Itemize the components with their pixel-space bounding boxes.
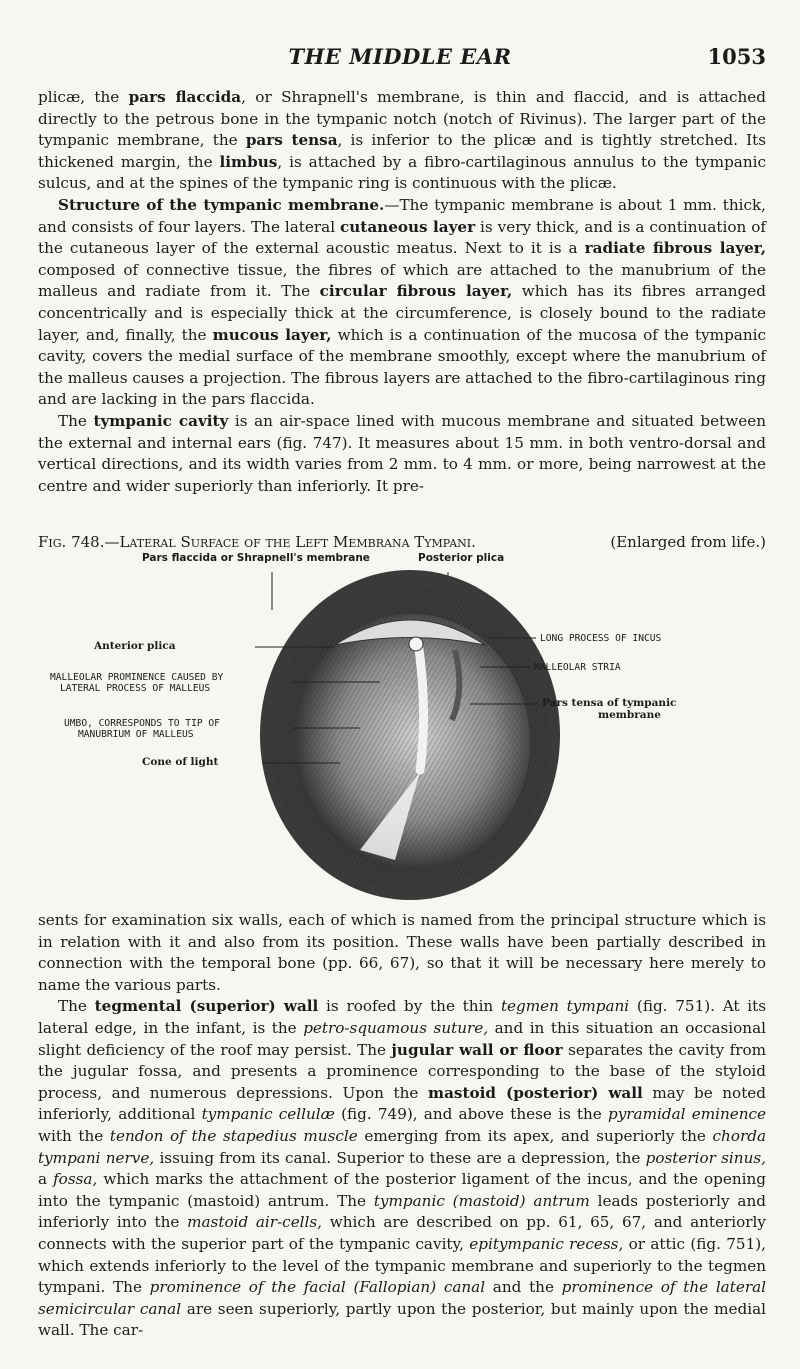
label-pars-tensa: Pars tensa of tympanic [542, 697, 677, 709]
label-malleolar-prominence: MALLEOLAR PROMINENCE CAUSED BY [50, 672, 224, 683]
label-anterior-plica: Anterior plica [94, 640, 176, 652]
page-number: 1053 [707, 44, 766, 69]
paragraph-structure: Structure of the tympanic membrane.—The tympanic membrane is about 1 mm. thick, and consists of four layers. The lateral cutaneous layer is very thick, and is a continuation of the cutaneous layer of the external acoustic meatus. Next to it is a radiate fibrous layer, composed of connective tissue, the fibres of which are attached to the manubrium of the malleus and radiate from it. The circular fibrous layer, which has its fibres arranged concentrically and is especially thick at the circumference, is closely bound to the radiate layer, and, finally, the mucous layer, which is a continuation of the mucosa of the tympanic cavity, covers the medial surface of the membrane smoothly, except where the manubrium of the malleus causes a projection. The fibrous layers are attached to the fibro-cartilaginous ring and are lacking in the pars flaccida. [38, 195, 766, 409]
paragraph-pars-flaccida: plicæ, the pars flaccida, or Shrapnell's membrane, is thin and flaccid, and is attached directly to the petrous bone in the tympanic notch (notch of Rivinus). The larger part of the tympanic membrane, the pars tensa, is inferior to the plicæ and is tightly stretched. Its thickened margin, the limbus, is attached by a fibro-cartilaginous annulus to the tympanic sulcus, and at the spines of the tympanic ring is continuous with the plicæ. [38, 88, 766, 193]
lateral-process [409, 637, 423, 651]
upper-text-block [38, 87, 766, 497]
label-umbo-2: MANUBRIUM OF MALLEUS [78, 729, 194, 740]
label-umbo: UMBO, CORRESPONDS TO TIP OF [64, 718, 220, 729]
paragraph-walls-detail: The tegmental (superior) wall is roofed by the thin tegmen tympani (fig. 751). At its lateral edge, in the infant, is the petro-squamous suture, and in this situation an occasional slight deficiency of the roof may persist. The jugular wall or floor separates the cavity from the jugular fossa, and presents a prominence corresponding to the base of the styloid process, and numerous depressions. Upon the mastoid (posterior) wall may be noted inferiorly, additional tympanic cellulæ (fig. 749), and above these is the pyramidal eminence with the tendon of the stapedius muscle emerging from its apex, and superiorly the chorda tympani nerve, issuing from its canal. Superior to these are a depression, the posterior sinus, a fossa, which marks the attachment of the posterior ligament of the incus, and the opening into the tympanic (mastoid) antrum. The tympanic (mastoid) antrum leads posteriorly and inferiorly into the mastoid air-cells, which are described on pp. 61, 65, 67, and anteriorly connects with the superior part of the tympanic cavity, epitympanic recess, or attic (fig. 751), which extends inferiorly to the level of the tympanic membrane and superiorly to the tegmen tympani. The prominence of the facial (Fallopian) canal and the prominence of the lateral semicircular canal are seen superiorly, partly upon the posterior, but mainly upon the medial wall. The car- [38, 997, 767, 1340]
figure-caption: Fig. 748.—Lateral Surface of the Left Membrana Tympani. (Enlarged from life.) [38, 533, 766, 551]
running-title: THE MIDDLE EAR [288, 44, 512, 69]
label-cone-of-light: Cone of light [142, 756, 219, 768]
label-malleolar-prominence-2: LATERAL PROCESS OF MALLEUS [60, 683, 211, 694]
paragraph-tympanic-cavity: The tympanic cavity is an air-space lined with mucous membrane and situated between the external and internal ears (fig. 747). It measures about 15 mm. in both ventro-dorsal and vertical directions, and its width varies from 2 mm. to 4 mm. or more, being narrowest at the centre and wider superiorly than inferiorly. It pre- [38, 411, 766, 495]
label-pars-flaccida: Pars flaccida or Shrapnell's membrane [142, 552, 370, 564]
running-header [0, 44, 800, 74]
paragraph-six-walls: sents for examination six walls, each of which is named from the principal structure which is in relation with it and also from its position. These walls have been partially described in connection with the temporal bone (pp. 66, 67), so that it will be necessary here merely to name the various parts. [38, 911, 766, 994]
label-malleolar-stria: MALLEOLAR STRIA [534, 662, 621, 673]
label-pars-tensa-2: membrane [598, 709, 661, 721]
lower-text-block [38, 910, 766, 1342]
label-long-process-incus: LONG PROCESS OF INCUS [540, 633, 662, 644]
label-posterior-plica: Posterior plica [418, 552, 505, 564]
